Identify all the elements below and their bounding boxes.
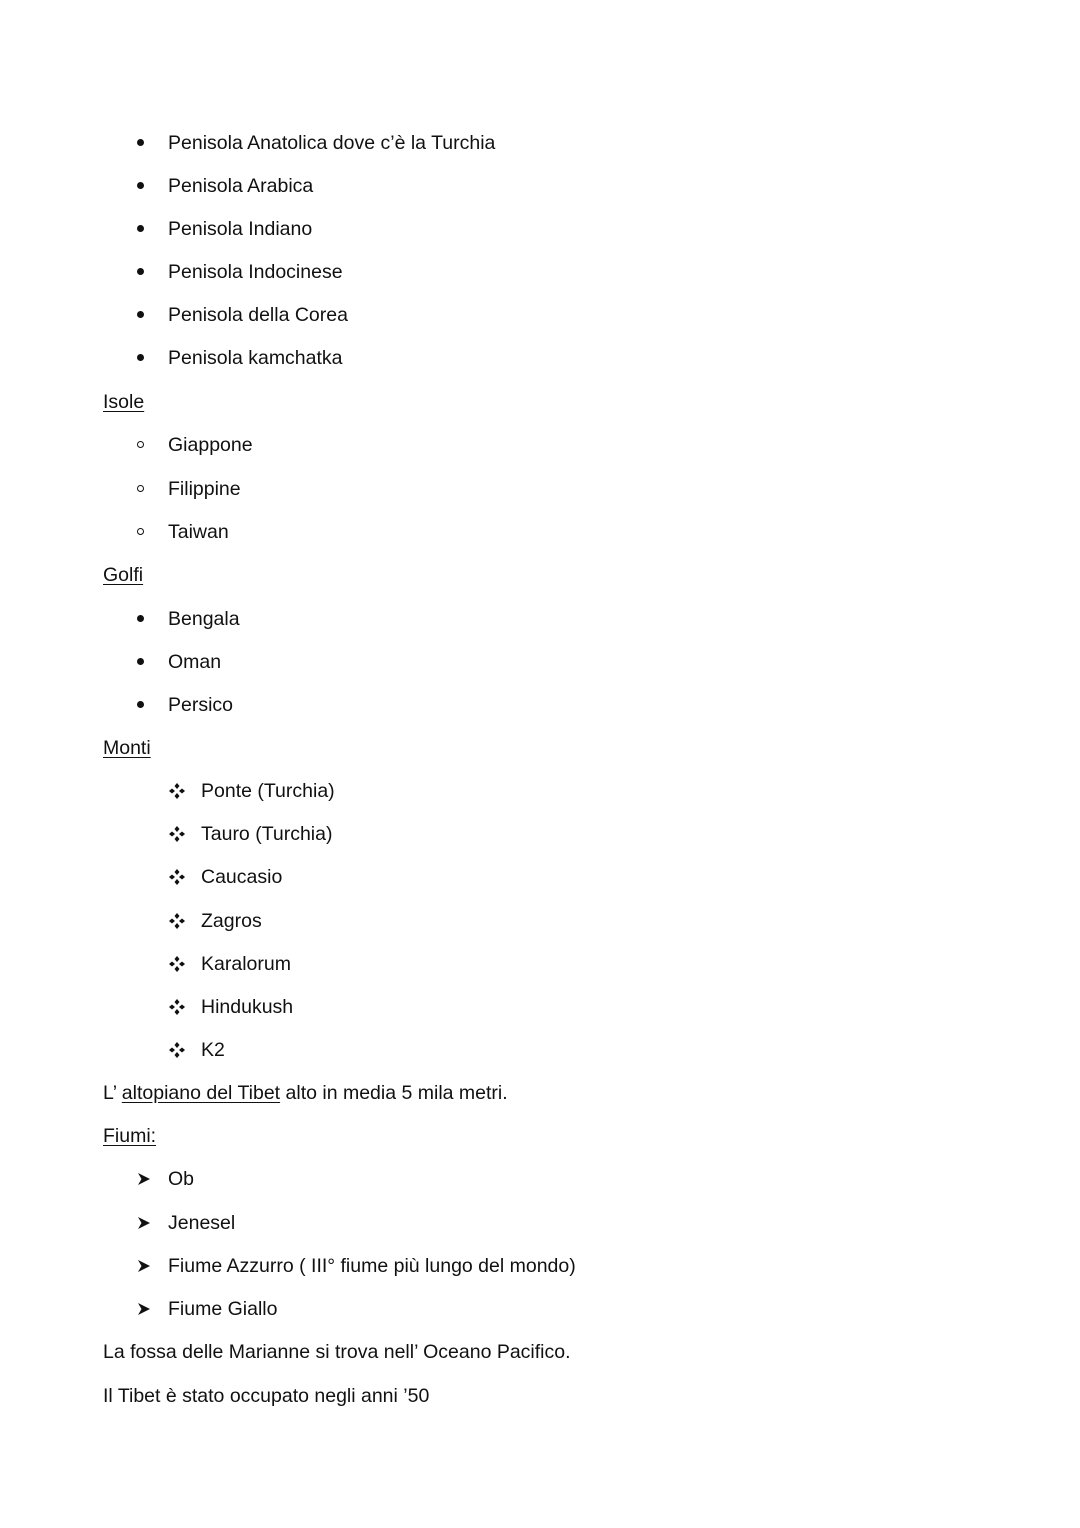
bullet-icon (137, 701, 144, 708)
list-item: Ob (168, 1168, 195, 1190)
diamond-bullet-icon (168, 912, 186, 930)
list-item: Caucasio (201, 866, 283, 888)
list-item: Giappone (168, 434, 253, 456)
list-item: K2 (201, 1039, 225, 1061)
diamond-bullet-icon (168, 782, 186, 800)
bullet-icon (137, 354, 144, 361)
list-item: Penisola Indocinese (168, 261, 343, 283)
tibet-occupation-sentence: Il Tibet è stato occupato negli anni ’50 (103, 1385, 430, 1407)
list-item: Penisola della Corea (168, 304, 348, 326)
circle-bullet-icon (137, 528, 144, 535)
list-item: Taiwan (168, 521, 229, 543)
diamond-bullet-icon (168, 955, 186, 973)
bullet-icon (137, 182, 144, 189)
heading-monti: Monti (103, 737, 151, 759)
list-item: Penisola Indiano (168, 218, 313, 240)
list-item: Zagros (201, 910, 262, 932)
bullet-icon (137, 615, 144, 622)
tibet-prefix: L’ (103, 1082, 122, 1104)
circle-bullet-icon (137, 485, 144, 492)
heading-fiumi: Fiumi: (103, 1125, 157, 1147)
marianne-sentence: La fossa delle Marianne si trova nell’ Oceano Pacifico. (103, 1341, 571, 1363)
diamond-bullet-icon (168, 998, 186, 1016)
list-item: Penisola Anatolica dove c’è la Turchia (168, 132, 496, 154)
arrow-bullet-icon (137, 1172, 151, 1186)
list-item: Penisola Arabica (168, 175, 314, 197)
arrow-bullet-icon (137, 1259, 151, 1273)
bullet-icon (137, 658, 144, 665)
list-item: Fiume Azzurro ( III° fiume più lungo del mondo) (168, 1255, 576, 1277)
list-item: Persico (168, 694, 234, 716)
bullet-icon (137, 268, 144, 275)
list-item: Fiume Giallo (168, 1298, 278, 1320)
diamond-bullet-icon (168, 1041, 186, 1059)
list-item: Ponte (Turchia) (201, 780, 335, 802)
heading-isole: Isole (103, 391, 145, 413)
bullet-icon (137, 225, 144, 232)
list-item: Bengala (168, 608, 240, 630)
list-item: Tauro (Turchia) (201, 823, 333, 845)
diamond-bullet-icon (168, 825, 186, 843)
altopiano-link: altopiano del Tibet (121, 1082, 281, 1104)
bullet-icon (137, 139, 144, 146)
list-item: Jenesel (168, 1212, 236, 1234)
list-item: Karalorum (201, 953, 291, 975)
list-item: Oman (168, 651, 222, 673)
diamond-bullet-icon (168, 868, 186, 886)
arrow-bullet-icon (137, 1302, 151, 1316)
circle-bullet-icon (137, 441, 144, 448)
arrow-bullet-icon (137, 1216, 151, 1230)
bullet-icon (137, 311, 144, 318)
list-item: Filippine (168, 478, 241, 500)
heading-golfi: Golfi (103, 564, 144, 586)
list-item: Hindukush (201, 996, 294, 1018)
tibet-suffix: alto in media 5 mila metri. (280, 1082, 508, 1104)
tibet-sentence (103, 1079, 508, 1107)
list-item: Penisola kamchatka (168, 347, 343, 369)
